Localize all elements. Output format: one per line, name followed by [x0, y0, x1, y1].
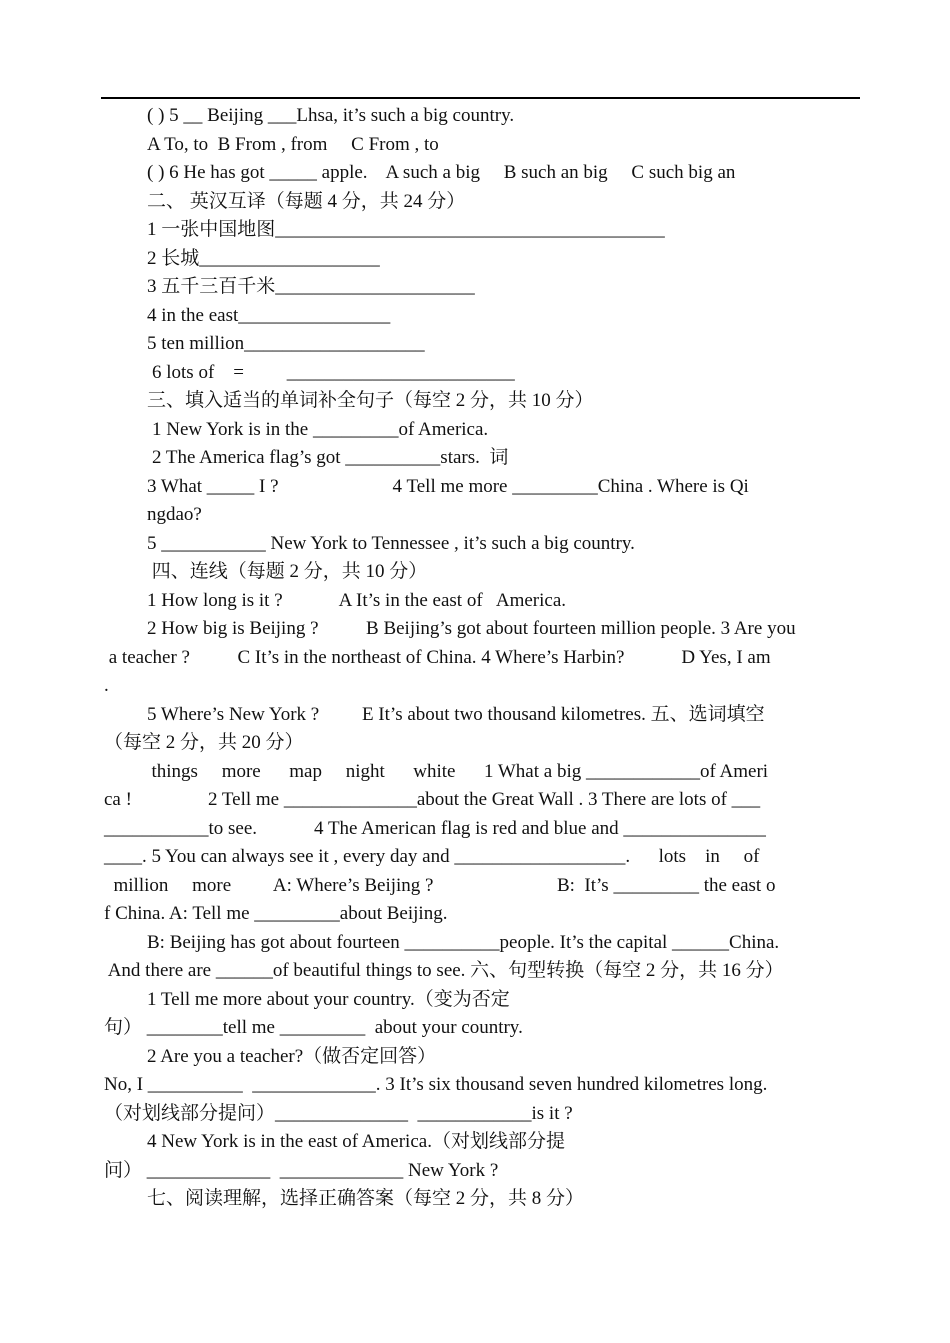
- text-line: （每空 2 分，共 20 分）: [104, 732, 304, 753]
- text-line: 句） ________tell me _________ about your country.: [104, 1017, 523, 1038]
- text-line: 3 What _____ I ? 4 Tell me more _________China . Where is Qi: [147, 475, 749, 497]
- text-line: f China. A: Tell me _________about Beijing.: [104, 903, 448, 924]
- text-line: 6 lots of = ________________________: [152, 361, 515, 383]
- text-line: things more map night white 1 What a big ____________of Ameri: [104, 760, 769, 782]
- text-line: 5 Where’s New York ? E It’s about two thousand kilometres. 五、选词填空: [147, 703, 765, 725]
- text-line: 4 New York is in the east of America.（对划线部分提: [147, 1131, 565, 1152]
- text-line: 1 How long is it ? A It’s in the east of America.: [147, 589, 567, 611]
- text-line: 2 长城___________________: [147, 247, 380, 269]
- document-body: [104, 102, 858, 1214]
- text-line: 四、连线（每题 2 分，共 10 分）: [147, 561, 428, 582]
- text-line: 1 一张中国地图_________________________________________: [147, 219, 665, 240]
- text-line: 二、 英汉互译（每题 4 分，共 24 分）: [147, 190, 466, 212]
- text-line: 三、填入适当的单词补全句子（每空 2 分，共 10 分）: [147, 390, 594, 411]
- text-line: a teacher ? C It’s in the northeast of China. 4 Where’s Harbin? D Yes, I am: [104, 646, 771, 668]
- text-line: ca ! 2 Tell me ______________about the Great Wall . 3 There are lots of ___: [104, 789, 761, 810]
- text-line: ___________to see. 4 The American flag is red and blue and _______________: [104, 817, 766, 839]
- text-line: 1 Tell me more about your country.（变为否定: [147, 988, 510, 1010]
- text-line: 2 Are you a teacher?（做否定回答）: [147, 1045, 437, 1067]
- text-line: B: Beijing has got about fourteen __________people. It’s the capital ______China.: [147, 931, 780, 953]
- text-line: ( ) 6 He has got _____ apple. A such a big B such an big C such big an: [147, 162, 736, 183]
- text-line: No, I __________ _____________. 3 It’s six thousand seven hundred kilometres long.: [104, 1074, 768, 1095]
- text-line: 5 ___________ New York to Tennessee , it’s such a big country.: [147, 532, 635, 554]
- text-line: （对划线部分提问）______________ ____________is it ?: [104, 1102, 573, 1124]
- text-line: ( ) 5 __ Beijing ___Lhsa, it’s such a big country.: [147, 105, 515, 126]
- text-line: ngdao?: [147, 504, 202, 525]
- text-line: 问） _____________ _____________ New York ?: [104, 1159, 499, 1181]
- text-line: 2 The America flag’s got __________stars. 词: [152, 447, 509, 468]
- text-line: 七、阅读理解，选择正确答案（每空 2 分，共 8 分）: [147, 1188, 585, 1209]
- text-line: million more A: Where’s Beijing ? B: It’s _________ the east o: [104, 874, 776, 896]
- text-line: 2 How big is Beijing ? B Beijing’s got about fourteen million people. 3 Are you: [147, 618, 796, 639]
- text-line: 1 New York is in the _________of America.: [152, 418, 489, 440]
- text-line: ____. 5 You can always see it , every day and __________________. lots in of: [104, 846, 760, 867]
- text-line: .: [104, 675, 109, 696]
- text-line: 5 ten million___________________: [147, 333, 425, 354]
- text-line: 4 in the east________________: [147, 304, 391, 326]
- text-line: And there are ______of beautiful things to see. 六、句型转换（每空 2 分，共 16 分）: [104, 960, 784, 981]
- text-line: 3 五千三百千米_____________________: [147, 276, 475, 297]
- text-line: A To, to B From , from C From , to: [147, 133, 439, 155]
- header-rule: [101, 97, 860, 99]
